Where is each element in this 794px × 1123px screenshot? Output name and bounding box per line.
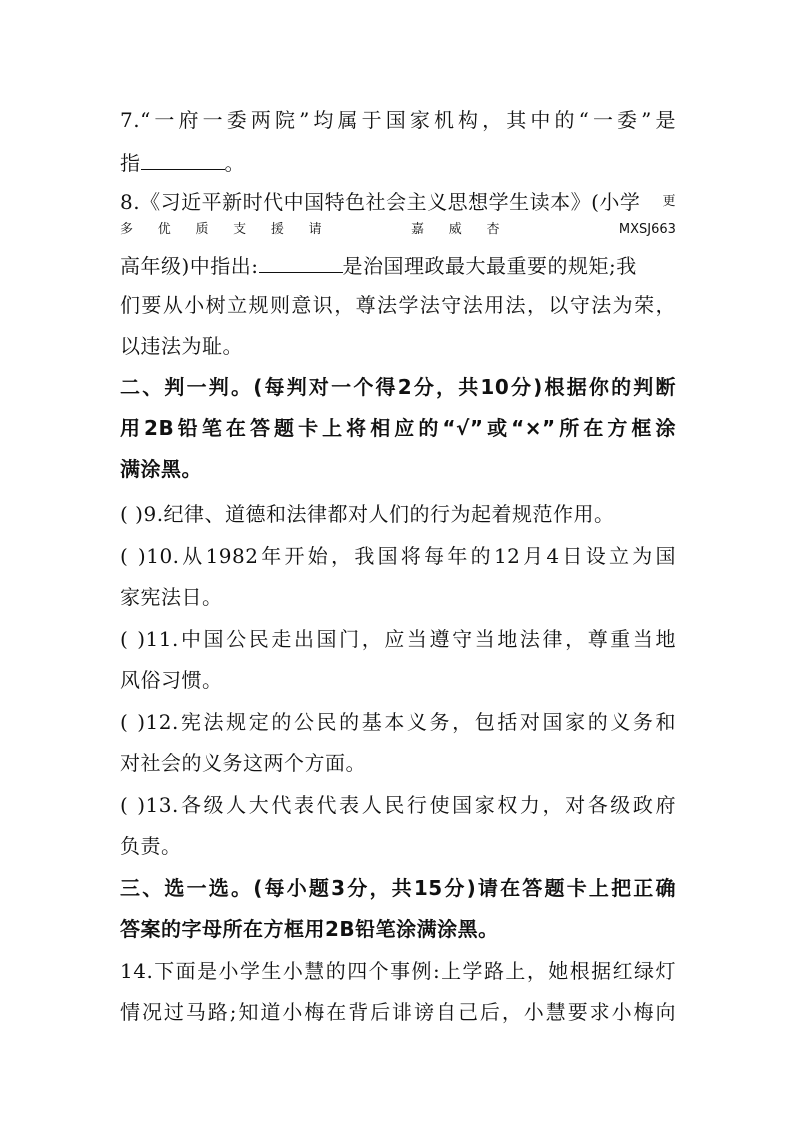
section-3-heading-line-1: 三、选一选。(每小题3分，共15分)请在答题卡上把正确 [120,876,676,900]
q8-blank [259,252,343,273]
ad-word: 质 [195,222,209,237]
q7-suffix: 。 [224,151,245,175]
ad-code: MXSJ663 [618,222,676,237]
q8-line-2 [120,252,676,278]
q12-line-1: ( )12.宪法规定的公民的基本义务，包括对国家的义务和 [120,710,676,734]
q7-line-2 [120,149,676,175]
q12-line-2: 对社会的义务这两个方面。 [120,751,366,775]
q8-suffix: 是治国理政最大最重要的规矩;我 [342,254,637,278]
q8-prefix: 高年级)中指出: [120,254,259,278]
q7-prefix: 指 [120,151,141,175]
ad-word: 支 [233,222,247,237]
q13-line-2: 负责。 [120,834,182,858]
q8-line-3: 们要从小树立规则意识，尊法学法守法用法，以守法为荣， [120,293,676,317]
q9-line-1: ( )9.纪律、道德和法律都对人们的行为起着规范作用。 [120,502,615,526]
ad-word: 威 [448,222,462,237]
q7-line-1: 7.“一府一委两院”均属于国家机构，其中的“一委”是 [120,108,676,132]
watermark-ad-line [120,222,676,238]
q14-line-2: 情况过马路;知道小梅在背后诽谤自己后，小慧要求小梅向 [120,1000,676,1024]
q8-line-1-small: 更 [662,194,676,209]
section-2-heading-line-2: 用2B铅笔在答题卡上将相应的“√”或“×”所在方框涂 [120,416,676,440]
q11-line-2: 风俗习惯。 [120,668,223,692]
q11-line-1: ( )11.中国公民走出国门，应当遵守当地法律，尊重当地 [120,627,676,651]
ad-spacer [524,222,594,238]
ad-word: 请 [308,222,322,237]
q14-line-1: 14.下面是小学生小慧的四个事例:上学路上，她根据红绿灯 [120,959,676,983]
q13-line-1: ( )13.各级人大代表代表人民行使国家权力，对各级政府 [120,793,676,817]
ad-word: 嘉 [411,222,425,237]
ad-word: 杏 [486,222,500,237]
q8-line-1-text: 8.《习近平新时代中国特色社会主义思想学生读本》(小学 [120,190,641,214]
section-3-heading-line-2: 答案的字母所在方框用2B铅笔涂满涂黑。 [120,917,499,941]
section-2-heading-line-1: 二、判一判。(每判对一个得2分，共10分)根据你的判断 [120,375,676,399]
q10-line-2: 家宪法日。 [120,585,223,609]
section-2-heading-line-3: 满涂黑。 [120,457,202,481]
ad-word: 优 [157,222,171,237]
q8-line-4: 以违法为耻。 [120,334,243,358]
q10-line-1: ( )10.从1982年开始，我国将每年的12月4日设立为国 [120,544,676,568]
q8-line-1 [120,190,676,214]
ad-word: 多 [120,222,134,237]
q7-blank [141,149,225,170]
ad-word: 援 [270,222,284,237]
ad-spacer [346,222,386,238]
